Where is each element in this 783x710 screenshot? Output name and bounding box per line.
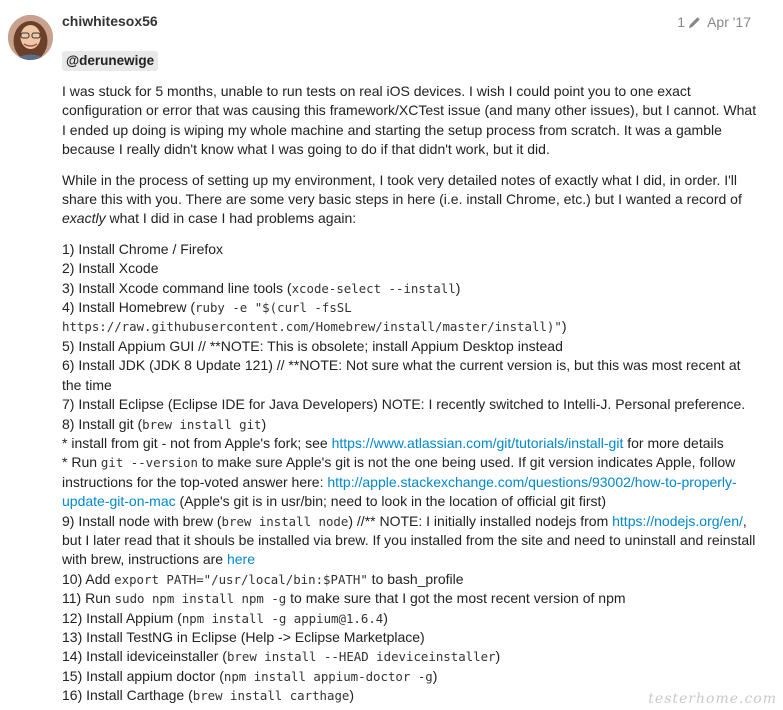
inline-code: git --version <box>100 455 198 471</box>
step-text: 4) Install Homebrew ( <box>62 299 196 316</box>
inline-code: export PATH="/usr/local/bin:$PATH" <box>114 571 368 587</box>
list-item <box>62 570 762 589</box>
step-text: ) <box>561 318 567 335</box>
step-text: 11) Run <box>62 590 115 607</box>
list-item <box>62 415 762 434</box>
watermark: testerhome.com <box>648 691 777 707</box>
list-item <box>62 279 762 298</box>
atlassian-link[interactable]: https://www.atlassian.com/git/tutorials/install-git <box>331 434 624 451</box>
post-meta <box>677 14 751 30</box>
intro-emphasis: exactly <box>62 210 106 227</box>
list-item: 5) Install Appium GUI // **NOTE: This is obsolete; install Appium Desktop instead <box>62 337 563 354</box>
step-text: * install from git - not from Apple's fork; see <box>62 434 332 451</box>
list-item <box>62 589 762 608</box>
inline-code: xcode-select --install <box>291 280 456 296</box>
paragraph-intro <box>62 171 762 229</box>
post-username[interactable]: chiwhitesox56 <box>62 13 158 29</box>
edit-count[interactable]: 1 <box>677 14 686 30</box>
step-text: , but I later read that it shouls be installed via brew. If you installed from the site and need to uninstall and reinstall with brew, instructions are <box>62 512 756 568</box>
list-item: 1) Install Chrome / Firefox <box>62 240 224 257</box>
list-item <box>62 298 762 337</box>
step-text: ) <box>349 687 355 704</box>
list-item <box>62 647 762 666</box>
step-text: ) <box>432 667 438 684</box>
list-item <box>62 667 762 686</box>
inline-code: brew install git <box>142 416 262 432</box>
list-item <box>62 453 762 511</box>
step-text: 3) Install Xcode command line tools ( <box>62 279 292 296</box>
inline-code: sudo npm install npm -g <box>114 591 287 607</box>
inline-code: npm install appium-doctor -g <box>223 668 433 684</box>
step-text: ) <box>383 609 388 626</box>
step-text: 9) Install node with brew ( <box>62 512 222 529</box>
list-item: 2) Install Xcode <box>62 260 159 277</box>
step-text: 12) Install Appium ( <box>62 609 182 626</box>
paragraph: I was stuck for 5 months, unable to run tests on real iOS devices. I wish I could point you to one exact configuration or error that was causing this framework/XCTest issue (and many other issues), but I cannot. What I ended up doing is wiping my whole machine and starting the setup process from scratch. It was a gamble because I really didn't know what I was going to do if that didn't work, but it did. <box>62 83 757 158</box>
steps-list <box>62 240 762 706</box>
list-item: 6) Install JDK (JDK 8 Update 121) // **NOTE: Not sure what the current version is, but this was most recent at the time <box>62 357 741 393</box>
step-text: ) //** NOTE: I initially installed nodejs from <box>348 512 613 529</box>
inline-code: brew install node <box>221 513 349 529</box>
avatar[interactable] <box>8 15 53 60</box>
step-text: for more details <box>623 434 724 451</box>
step-text: to make sure Apple's git is not the one being used. If git version indicates Apple, follow instructions for the top-voted answer here: <box>62 454 736 490</box>
post-body <box>62 82 762 706</box>
step-text: 10) Add <box>62 570 115 587</box>
mention-tag[interactable]: @derunewige <box>62 51 158 71</box>
inline-code: npm install -g appium@1.6.4 <box>181 610 384 626</box>
step-text: ) <box>455 279 461 296</box>
step-text: 14) Install ideviceinstaller ( <box>62 648 227 665</box>
step-text: ) <box>495 648 501 665</box>
intro-text-end: what I did in case I had problems again: <box>105 210 357 227</box>
step-text: to bash_profile <box>367 570 464 587</box>
list-item <box>62 512 762 570</box>
post-date[interactable]: Apr '17 <box>707 14 751 30</box>
step-text: * Run <box>62 454 101 471</box>
inline-code: ruby -e "$(curl -fsSL https://raw.githubusercontent.com/Homebrew/install/master/install)" <box>62 300 562 335</box>
step-text: ) <box>261 415 267 432</box>
step-text: 16) Install Carthage ( <box>62 687 193 704</box>
stackexchange-link[interactable]: http://apple.stackexchange.com/questions/93002/how-to-properly-update-git-on-mac <box>62 473 737 510</box>
step-text: (Apple's git is in usr/bin; need to look in the location of official git first) <box>175 493 607 510</box>
list-item: 7) Install Eclipse (Eclipse IDE for Java Developers) NOTE: I recently switched to Intelli-J. Personal preference. <box>62 396 746 413</box>
list-item: 13) Install TestNG in Eclipse (Help -> Eclipse Marketplace) <box>62 628 425 645</box>
step-text: 8) Install git ( <box>62 415 143 432</box>
inline-code: brew install carthage <box>192 688 350 704</box>
list-item <box>62 434 762 453</box>
pencil-icon[interactable] <box>688 16 701 29</box>
intro-text: While in the process of setting up my environment, I took very detailed notes of exactly what I did, in order. I'll share this with you. There are some very basic steps in here (i.e. install Chrome, etc.) but I wanted a record of <box>62 171 742 208</box>
step-text: to make sure that I got the most recent version of npm <box>286 590 626 607</box>
nodejs-link[interactable]: https://nodejs.org/en/ <box>612 512 743 529</box>
avatar-image <box>8 15 53 60</box>
step-text: 15) Install appium doctor ( <box>62 667 224 684</box>
list-item <box>62 609 762 628</box>
inline-code: brew install --HEAD ideviceinstaller <box>226 649 496 665</box>
here-link[interactable]: here <box>226 551 255 568</box>
